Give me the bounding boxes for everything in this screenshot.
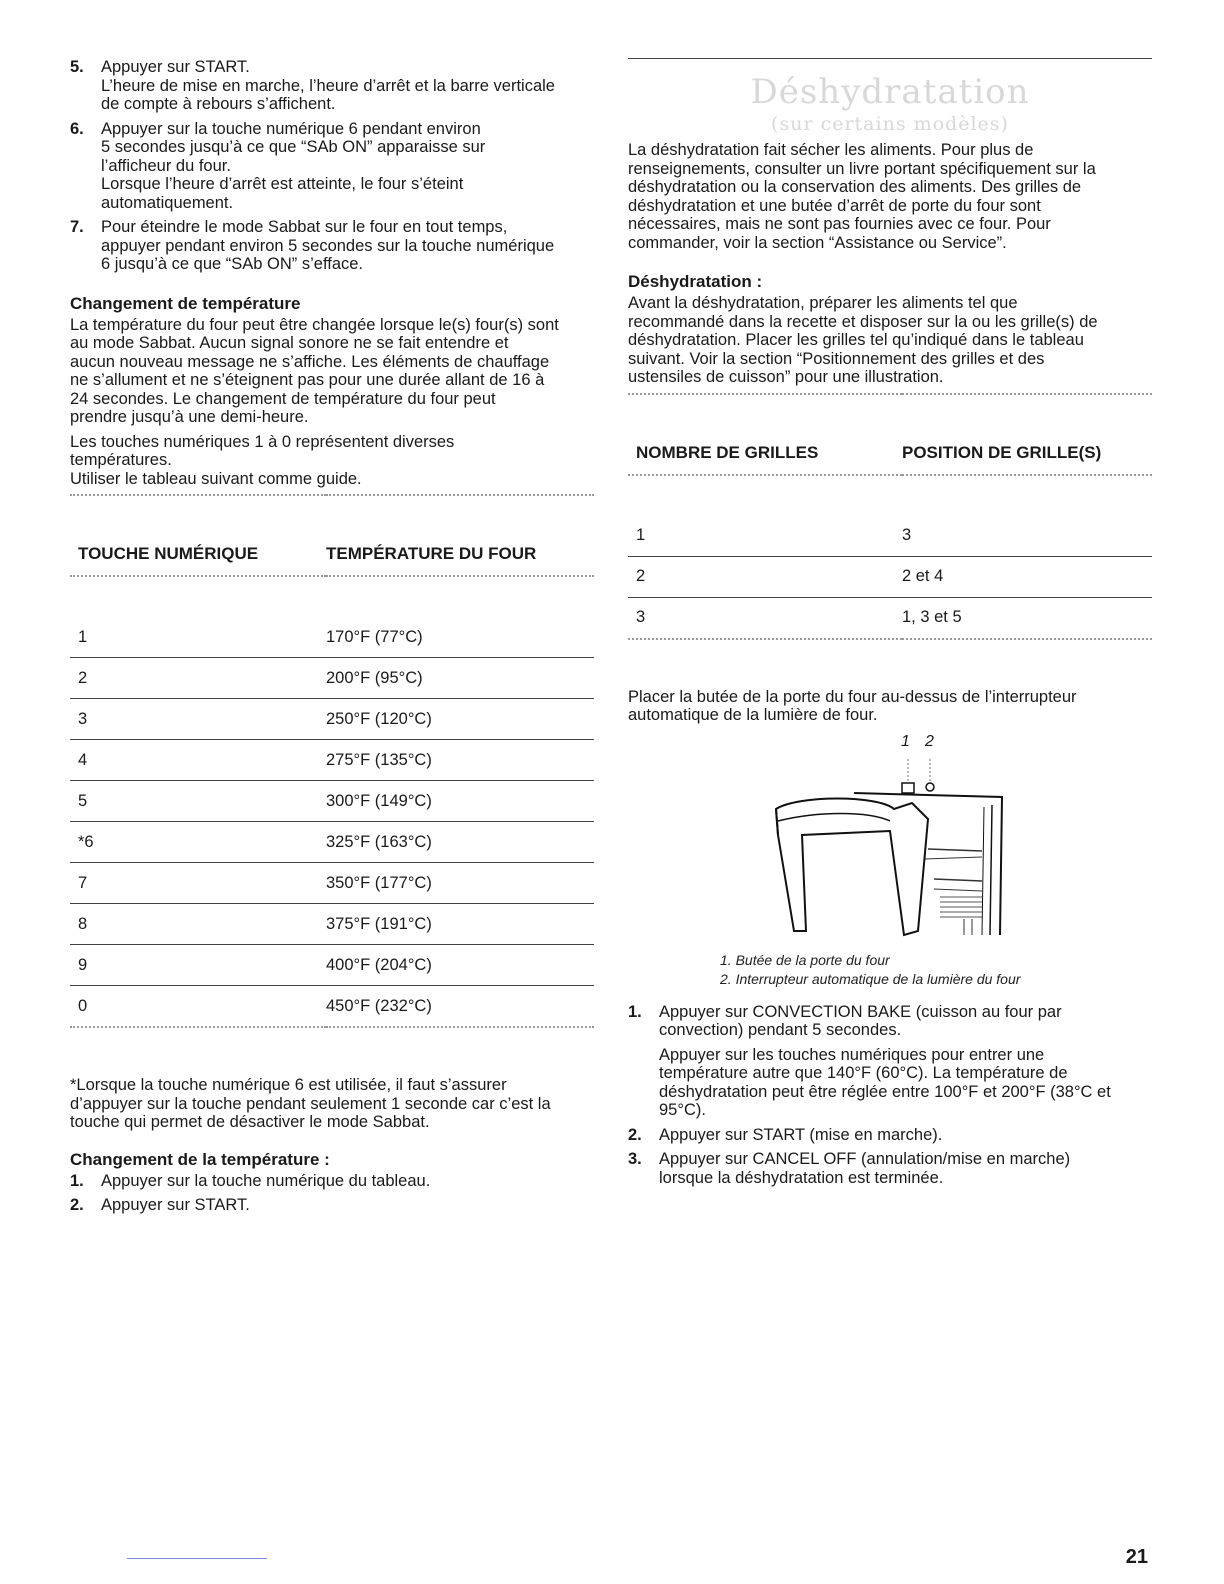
caption: 2. Interrupteur automatique de la lumière du four: [720, 970, 1021, 987]
table-cell: 1: [628, 516, 902, 557]
paragraph-line: aucun nouveau message ne s’affiche. Les éléments de chauffage: [70, 352, 550, 371]
table-cell: 2: [628, 556, 902, 597]
paragraph-line: commander, voir la section “Assistance ou Service”.: [628, 233, 1007, 252]
paragraph-line: recommandé dans la recette et disposer sur la ou les grille(s) de: [628, 312, 1098, 331]
change-steps: [70, 1172, 594, 1215]
table-cell: 1, 3 et 5: [902, 608, 962, 626]
intro-paragraph: [628, 141, 1152, 252]
paragraph-line: Placer la butée de la porte du four au-dessus de l’interrupteur: [628, 687, 1077, 706]
figure-label-2: 2: [925, 732, 934, 750]
table-row: [70, 781, 594, 822]
step-text: appuyer pendant environ 5 secondes sur la touche numérique: [101, 236, 555, 255]
table-row: [70, 822, 594, 863]
table-row: [70, 617, 594, 658]
table-cell: 9: [70, 945, 326, 986]
placement-paragraph: [628, 688, 1152, 725]
table-row: [628, 556, 1152, 597]
table-header-row: [70, 536, 594, 576]
dehydration-steps: [628, 1003, 1152, 1188]
column-header: TEMPÉRATURE DU FOUR: [326, 544, 537, 563]
list-item: [70, 120, 594, 213]
list-item: [628, 1003, 1152, 1120]
paragraph-line: températures.: [70, 451, 172, 469]
paragraph-line: renseignements, consulter un livre portant spécifiquement sur la: [628, 159, 1096, 178]
step-text: lorsque la déshydratation est terminée.: [659, 1168, 944, 1187]
sabbat-steps: [70, 58, 594, 274]
list-item: [628, 1126, 1152, 1145]
column-header: NOMBRE DE GRILLES: [636, 442, 819, 462]
step-number: 3.: [628, 1150, 642, 1168]
dehydration-paragraph: [628, 294, 1152, 387]
list-item: [70, 218, 594, 274]
step-text: 95°C).: [659, 1101, 706, 1119]
table-cell: 350°F (177°C): [326, 863, 594, 904]
paragraph-line: La température du four peut être changée lorsque le(s) four(s) sont: [70, 315, 559, 334]
table-cell: 375°F (191°C): [326, 904, 594, 945]
step-text: température autre que 140°F (60°C). La température de: [659, 1064, 1068, 1082]
section-heading-temperature: Changement de température: [70, 293, 301, 313]
paragraph-line: touche qui permet de désactiver le mode Sabbat.: [70, 1113, 430, 1131]
section-heading-dehydration: Déshydratation :: [628, 272, 763, 291]
table-cell: 170°F (77°C): [326, 617, 594, 658]
paragraph-line: 24 secondes. Le changement de température du four peut: [70, 389, 496, 408]
table-row: [628, 516, 1152, 557]
list-item: [70, 1172, 594, 1191]
footer-rule: [127, 1558, 267, 1559]
section-heading-change: Changement de la température :: [70, 1149, 330, 1169]
column-header: POSITION DE GRILLE(S): [902, 442, 1102, 462]
table-row: [70, 986, 594, 1028]
step-text: convection) pendant 5 secondes.: [659, 1021, 902, 1039]
table-cell: 250°F (120°C): [326, 699, 594, 740]
paragraph-line: ustensiles de cuisson” pour une illustration.: [628, 368, 944, 386]
step-text: Appuyer sur START.: [101, 1196, 250, 1214]
list-item: [628, 1150, 1152, 1187]
table-cell: 3: [70, 699, 326, 740]
column-header: TOUCHE NUMÉRIQUE: [78, 544, 259, 563]
step-number: 6.: [70, 119, 84, 138]
step-text: de compte à rebours s’affichent.: [101, 95, 336, 113]
table-cell: *6: [70, 822, 326, 863]
paragraph-line: déshydratation. Placer les grilles tel qu’indiqué dans le tableau: [628, 331, 1084, 349]
table-cell: 3: [902, 516, 1152, 557]
table-cell: 4: [70, 740, 326, 781]
temperature-paragraph: [70, 316, 594, 427]
step-text: l’afficheur du four.: [101, 156, 231, 175]
table-cell: 0: [78, 996, 88, 1015]
paragraph-line: Les touches numériques 1 à 0 représentent diverses: [70, 432, 455, 451]
oven-door-figure: [628, 732, 1152, 949]
table-row: [70, 699, 594, 740]
left-column: [70, 58, 594, 1221]
table-cell: 2 et 4: [902, 556, 1152, 597]
table-cell: 2: [70, 658, 326, 699]
section-title: Déshydratation: [750, 72, 1030, 112]
step-number: 2.: [628, 1125, 642, 1144]
step-text: déshydratation peut être réglée entre 100°F et 200°F (38°C et: [659, 1082, 1111, 1101]
table-header-row: [628, 435, 1152, 475]
right-column: [628, 58, 1152, 1193]
table-cell: 400°F (204°C): [326, 945, 594, 986]
table-cell: 450°F (232°C): [326, 996, 432, 1015]
step-text: Appuyer sur les touches numériques pour entrer une: [659, 1045, 1045, 1064]
paragraph-line: déshydratation et une butée d’arrêt de porte du four sont: [628, 196, 1041, 215]
table-row: [70, 740, 594, 781]
table-cell: 1: [70, 617, 326, 658]
table-cell: 300°F (149°C): [326, 781, 594, 822]
step-text: Appuyer sur CANCEL OFF (annulation/mise en marche): [659, 1150, 1071, 1168]
top-divider: [628, 58, 1152, 59]
table-row: [70, 863, 594, 904]
paragraph-line: *Lorsque la touche numérique 6 est utilisée, il faut s’assurer: [70, 1076, 507, 1094]
step-text: Pour éteindre le mode Sabbat sur le four en tout temps,: [101, 218, 508, 236]
step-number: 5.: [70, 58, 84, 76]
oven-door-illustration: [628, 739, 1152, 949]
table-cell: 3: [636, 608, 646, 626]
table-cell: 325°F (163°C): [326, 822, 594, 863]
table-row: [70, 904, 594, 945]
step-number: 1.: [628, 1002, 642, 1021]
step-text: Appuyer sur START (mise en marche).: [659, 1125, 943, 1144]
paragraph-line: déshydratation ou la conservation des aliments. Des grilles de: [628, 178, 1082, 196]
list-item: [70, 58, 594, 114]
step-text: automatiquement.: [101, 193, 234, 212]
paragraph-line: au mode Sabbat. Aucun signal sonore ne se fait entendre et: [70, 334, 509, 352]
paragraph-line: Avant la déshydratation, préparer les aliments tel que: [628, 294, 1018, 312]
step-number: 7.: [70, 218, 84, 236]
temperature-table: [70, 494, 594, 1068]
table-cell: 275°F (135°C): [326, 740, 594, 781]
footnote: [70, 1076, 594, 1132]
step-number: 1.: [70, 1171, 84, 1190]
section-subtitle: (sur certains modèles): [771, 113, 1009, 135]
step-text: 6 jusqu’à ce que “SAb ON” s’efface.: [101, 255, 364, 273]
paragraph-line: automatique de la lumière de four.: [628, 706, 878, 724]
table-cell: 5: [70, 781, 326, 822]
table-cell: 8: [70, 904, 326, 945]
step-number: 2.: [70, 1196, 84, 1214]
step-text: 5 secondes jusqu’à ce que “SAb ON” apparaisse sur: [101, 138, 486, 156]
table-row: [70, 945, 594, 986]
step-text: Appuyer sur la touche numérique 6 pendant environ: [101, 119, 481, 138]
table-row: [628, 597, 1152, 639]
table-cell: 7: [70, 863, 326, 904]
page-number: 21: [1125, 1546, 1148, 1568]
paragraph-line: Utiliser le tableau suivant comme guide.: [70, 469, 362, 488]
step-text: Appuyer sur la touche numérique du tableau.: [101, 1171, 431, 1190]
paragraph-line: ne s’allument et ne s’éteignent pas pour une durée allant de 16 à: [70, 371, 545, 389]
paragraph-line: d’appuyer sur la touche pendant seulement 1 seconde car c’est la: [70, 1094, 551, 1113]
step-text: Lorsque l’heure d’arrêt est atteinte, le four s’éteint: [101, 175, 464, 193]
caption: 1. Butée de la porte du four: [720, 951, 890, 968]
list-item: [70, 1196, 594, 1215]
step-text: L’heure de mise en marche, l’heure d’arrêt et la barre verticale: [101, 76, 555, 95]
paragraph-line: prendre jusqu’à une demi-heure.: [70, 408, 309, 426]
step-text: Appuyer sur CONVECTION BAKE (cuisson au four par: [659, 1002, 1062, 1021]
racks-table: [628, 393, 1152, 680]
keys-paragraph: [70, 433, 594, 489]
table-row: [70, 658, 594, 699]
figure-captions: [628, 951, 1152, 989]
step-text: Appuyer sur START.: [101, 58, 250, 76]
paragraph-line: La déshydratation fait sécher les aliments. Pour plus de: [628, 141, 1034, 159]
paragraph-line: nécessaires, mais ne sont pas fournies avec ce four. Pour: [628, 215, 1051, 233]
table-cell: 200°F (95°C): [326, 658, 594, 699]
figure-label-1: 1: [901, 732, 910, 750]
paragraph-line: suivant. Voir la section “Positionnement des grilles et des: [628, 349, 1045, 368]
